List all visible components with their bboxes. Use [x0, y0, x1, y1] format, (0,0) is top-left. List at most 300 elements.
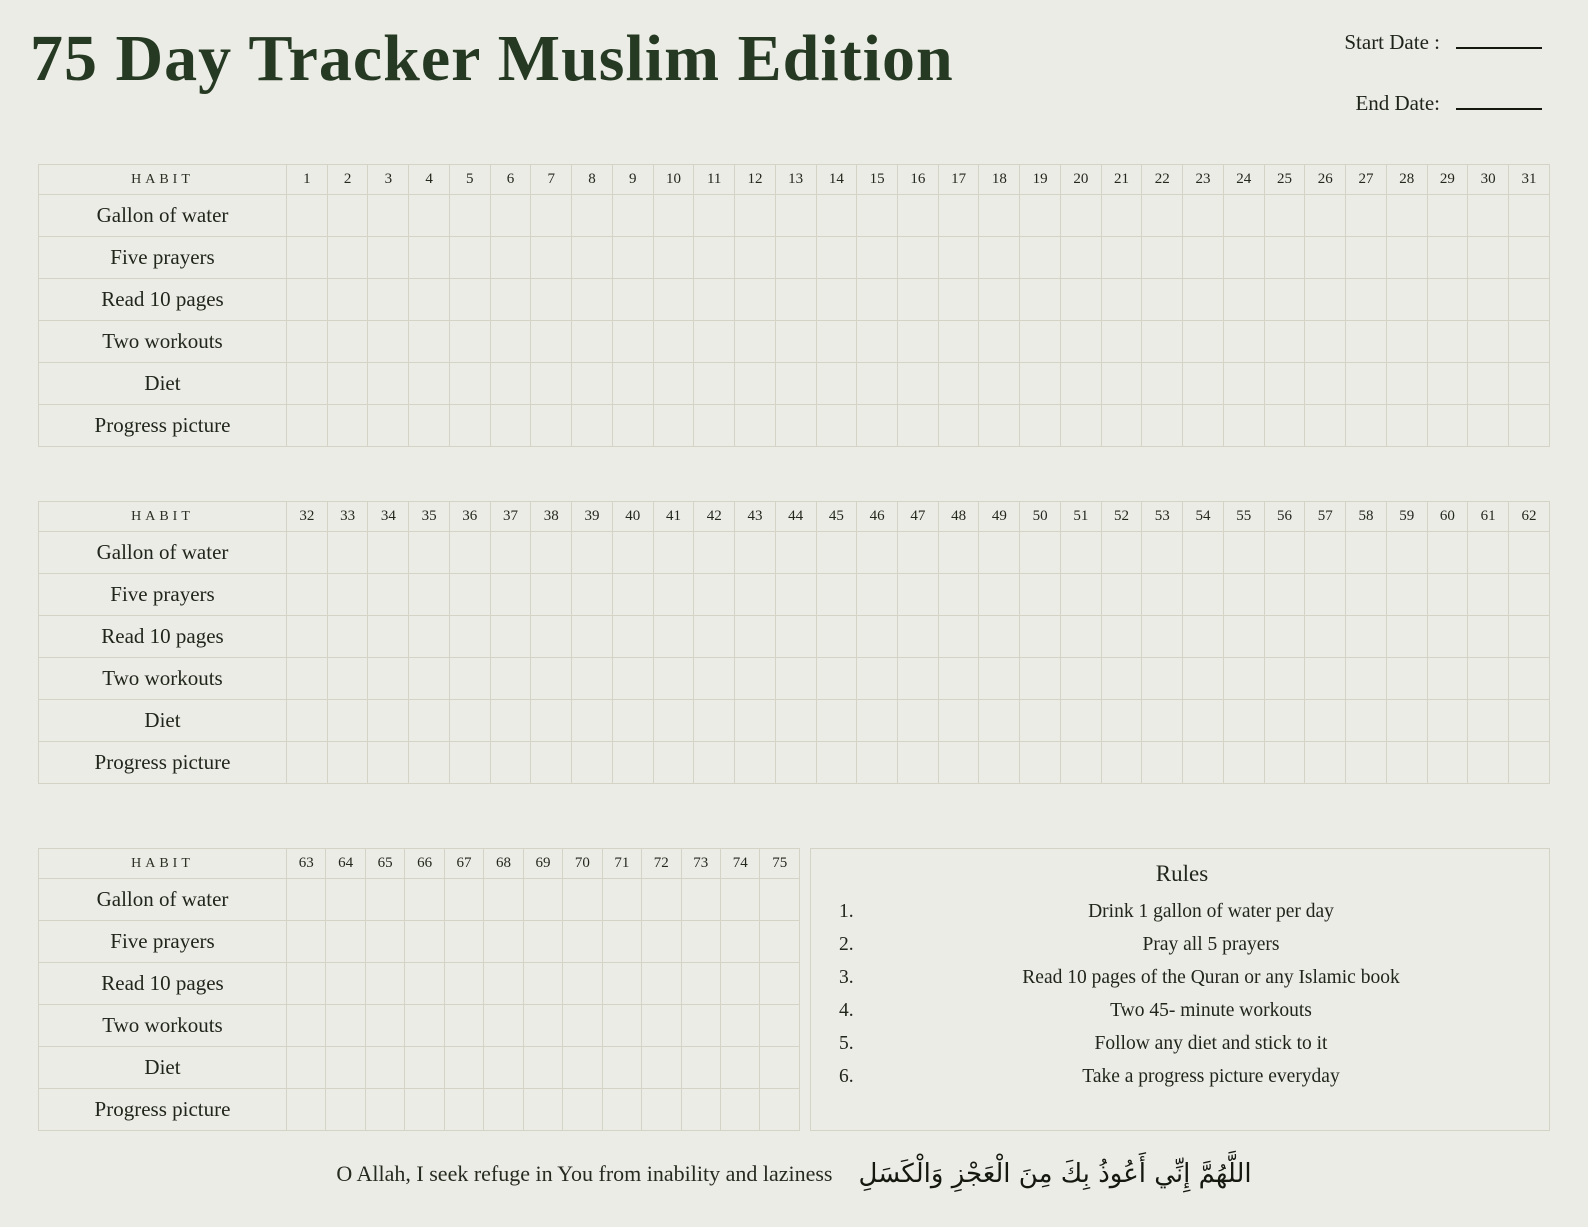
day-cell-29[interactable] — [1427, 195, 1468, 237]
day-cell-40[interactable] — [612, 700, 653, 742]
day-cell-55[interactable] — [1223, 616, 1264, 658]
day-cell-16[interactable] — [898, 321, 939, 363]
day-cell-47[interactable] — [898, 700, 939, 742]
day-cell-36[interactable] — [449, 532, 490, 574]
day-cell-61[interactable] — [1468, 616, 1509, 658]
day-cell-63[interactable] — [287, 879, 326, 921]
day-cell-53[interactable] — [1142, 574, 1183, 616]
day-cell-29[interactable] — [1427, 321, 1468, 363]
day-cell-38[interactable] — [531, 616, 572, 658]
day-cell-44[interactable] — [775, 574, 816, 616]
day-cell-36[interactable] — [449, 616, 490, 658]
day-cell-8[interactable] — [572, 321, 613, 363]
day-cell-8[interactable] — [572, 363, 613, 405]
day-cell-69[interactable] — [523, 879, 562, 921]
day-cell-56[interactable] — [1264, 742, 1305, 784]
day-cell-30[interactable] — [1468, 363, 1509, 405]
day-cell-49[interactable] — [979, 700, 1020, 742]
day-cell-28[interactable] — [1386, 237, 1427, 279]
day-cell-51[interactable] — [1060, 532, 1101, 574]
day-cell-59[interactable] — [1386, 574, 1427, 616]
day-cell-5[interactable] — [449, 237, 490, 279]
day-cell-17[interactable] — [938, 237, 979, 279]
day-cell-18[interactable] — [979, 279, 1020, 321]
day-cell-37[interactable] — [490, 532, 531, 574]
day-cell-60[interactable] — [1427, 616, 1468, 658]
day-cell-7[interactable] — [531, 279, 572, 321]
day-cell-63[interactable] — [287, 1089, 326, 1131]
day-cell-61[interactable] — [1468, 658, 1509, 700]
day-cell-75[interactable] — [760, 1089, 800, 1131]
day-cell-7[interactable] — [531, 321, 572, 363]
day-cell-8[interactable] — [572, 195, 613, 237]
day-cell-52[interactable] — [1101, 700, 1142, 742]
day-cell-48[interactable] — [938, 574, 979, 616]
day-cell-59[interactable] — [1386, 658, 1427, 700]
day-cell-28[interactable] — [1386, 279, 1427, 321]
day-cell-50[interactable] — [1020, 616, 1061, 658]
day-cell-7[interactable] — [531, 363, 572, 405]
day-cell-46[interactable] — [857, 742, 898, 784]
day-cell-52[interactable] — [1101, 658, 1142, 700]
day-cell-73[interactable] — [681, 879, 720, 921]
day-cell-60[interactable] — [1427, 700, 1468, 742]
day-cell-19[interactable] — [1020, 405, 1061, 447]
day-cell-2[interactable] — [327, 363, 368, 405]
day-cell-74[interactable] — [720, 1089, 759, 1131]
day-cell-12[interactable] — [735, 237, 776, 279]
day-cell-12[interactable] — [735, 279, 776, 321]
day-cell-51[interactable] — [1060, 616, 1101, 658]
day-cell-32[interactable] — [287, 532, 328, 574]
day-cell-29[interactable] — [1427, 237, 1468, 279]
day-cell-24[interactable] — [1223, 405, 1264, 447]
day-cell-12[interactable] — [735, 405, 776, 447]
day-cell-57[interactable] — [1305, 616, 1346, 658]
day-cell-3[interactable] — [368, 405, 409, 447]
day-cell-8[interactable] — [572, 279, 613, 321]
day-cell-6[interactable] — [490, 279, 531, 321]
day-cell-22[interactable] — [1142, 321, 1183, 363]
day-cell-30[interactable] — [1468, 279, 1509, 321]
day-cell-39[interactable] — [572, 532, 613, 574]
day-cell-21[interactable] — [1101, 195, 1142, 237]
day-cell-73[interactable] — [681, 1047, 720, 1089]
day-cell-28[interactable] — [1386, 321, 1427, 363]
day-cell-22[interactable] — [1142, 237, 1183, 279]
day-cell-31[interactable] — [1509, 405, 1550, 447]
day-cell-62[interactable] — [1509, 574, 1550, 616]
day-cell-16[interactable] — [898, 279, 939, 321]
day-cell-75[interactable] — [760, 963, 800, 1005]
day-cell-74[interactable] — [720, 963, 759, 1005]
day-cell-59[interactable] — [1386, 742, 1427, 784]
day-cell-62[interactable] — [1509, 532, 1550, 574]
day-cell-55[interactable] — [1223, 574, 1264, 616]
day-cell-45[interactable] — [816, 616, 857, 658]
day-cell-50[interactable] — [1020, 574, 1061, 616]
day-cell-32[interactable] — [287, 616, 328, 658]
day-cell-3[interactable] — [368, 195, 409, 237]
day-cell-15[interactable] — [857, 363, 898, 405]
day-cell-26[interactable] — [1305, 237, 1346, 279]
day-cell-42[interactable] — [694, 700, 735, 742]
day-cell-72[interactable] — [642, 921, 681, 963]
day-cell-50[interactable] — [1020, 700, 1061, 742]
day-cell-53[interactable] — [1142, 532, 1183, 574]
day-cell-55[interactable] — [1223, 700, 1264, 742]
day-cell-33[interactable] — [327, 742, 368, 784]
day-cell-32[interactable] — [287, 742, 328, 784]
day-cell-11[interactable] — [694, 363, 735, 405]
day-cell-22[interactable] — [1142, 279, 1183, 321]
day-cell-45[interactable] — [816, 658, 857, 700]
day-cell-54[interactable] — [1183, 574, 1224, 616]
day-cell-1[interactable] — [287, 321, 328, 363]
day-cell-10[interactable] — [653, 405, 694, 447]
day-cell-2[interactable] — [327, 279, 368, 321]
day-cell-65[interactable] — [365, 879, 404, 921]
day-cell-54[interactable] — [1183, 742, 1224, 784]
day-cell-6[interactable] — [490, 405, 531, 447]
day-cell-4[interactable] — [409, 195, 450, 237]
day-cell-43[interactable] — [735, 574, 776, 616]
day-cell-58[interactable] — [1346, 658, 1387, 700]
day-cell-61[interactable] — [1468, 574, 1509, 616]
day-cell-60[interactable] — [1427, 742, 1468, 784]
day-cell-19[interactable] — [1020, 363, 1061, 405]
day-cell-64[interactable] — [326, 879, 365, 921]
day-cell-26[interactable] — [1305, 321, 1346, 363]
day-cell-64[interactable] — [326, 1047, 365, 1089]
day-cell-44[interactable] — [775, 658, 816, 700]
day-cell-11[interactable] — [694, 279, 735, 321]
day-cell-44[interactable] — [775, 532, 816, 574]
day-cell-57[interactable] — [1305, 574, 1346, 616]
day-cell-21[interactable] — [1101, 405, 1142, 447]
day-cell-38[interactable] — [531, 658, 572, 700]
day-cell-30[interactable] — [1468, 237, 1509, 279]
day-cell-20[interactable] — [1060, 237, 1101, 279]
day-cell-57[interactable] — [1305, 658, 1346, 700]
day-cell-10[interactable] — [653, 279, 694, 321]
day-cell-54[interactable] — [1183, 658, 1224, 700]
day-cell-58[interactable] — [1346, 532, 1387, 574]
day-cell-36[interactable] — [449, 742, 490, 784]
day-cell-62[interactable] — [1509, 616, 1550, 658]
day-cell-56[interactable] — [1264, 574, 1305, 616]
day-cell-33[interactable] — [327, 532, 368, 574]
day-cell-44[interactable] — [775, 742, 816, 784]
day-cell-58[interactable] — [1346, 574, 1387, 616]
day-cell-41[interactable] — [653, 616, 694, 658]
day-cell-42[interactable] — [694, 532, 735, 574]
day-cell-47[interactable] — [898, 574, 939, 616]
day-cell-29[interactable] — [1427, 405, 1468, 447]
day-cell-51[interactable] — [1060, 700, 1101, 742]
day-cell-60[interactable] — [1427, 574, 1468, 616]
day-cell-69[interactable] — [523, 963, 562, 1005]
day-cell-23[interactable] — [1183, 363, 1224, 405]
day-cell-50[interactable] — [1020, 658, 1061, 700]
day-cell-19[interactable] — [1020, 279, 1061, 321]
day-cell-45[interactable] — [816, 574, 857, 616]
day-cell-13[interactable] — [775, 279, 816, 321]
day-cell-49[interactable] — [979, 742, 1020, 784]
day-cell-49[interactable] — [979, 658, 1020, 700]
day-cell-22[interactable] — [1142, 195, 1183, 237]
day-cell-71[interactable] — [602, 963, 641, 1005]
day-cell-13[interactable] — [775, 195, 816, 237]
day-cell-37[interactable] — [490, 700, 531, 742]
day-cell-7[interactable] — [531, 405, 572, 447]
day-cell-32[interactable] — [287, 700, 328, 742]
day-cell-72[interactable] — [642, 879, 681, 921]
day-cell-72[interactable] — [642, 1047, 681, 1089]
day-cell-2[interactable] — [327, 405, 368, 447]
day-cell-41[interactable] — [653, 700, 694, 742]
day-cell-5[interactable] — [449, 363, 490, 405]
day-cell-16[interactable] — [898, 195, 939, 237]
day-cell-35[interactable] — [409, 532, 450, 574]
day-cell-19[interactable] — [1020, 195, 1061, 237]
day-cell-67[interactable] — [444, 1089, 483, 1131]
day-cell-66[interactable] — [405, 963, 444, 1005]
day-cell-18[interactable] — [979, 237, 1020, 279]
day-cell-66[interactable] — [405, 1047, 444, 1089]
day-cell-37[interactable] — [490, 616, 531, 658]
day-cell-9[interactable] — [612, 363, 653, 405]
day-cell-49[interactable] — [979, 532, 1020, 574]
day-cell-70[interactable] — [563, 921, 602, 963]
day-cell-3[interactable] — [368, 321, 409, 363]
day-cell-46[interactable] — [857, 574, 898, 616]
day-cell-33[interactable] — [327, 574, 368, 616]
day-cell-22[interactable] — [1142, 363, 1183, 405]
day-cell-16[interactable] — [898, 405, 939, 447]
day-cell-42[interactable] — [694, 742, 735, 784]
day-cell-18[interactable] — [979, 363, 1020, 405]
day-cell-17[interactable] — [938, 405, 979, 447]
day-cell-58[interactable] — [1346, 700, 1387, 742]
day-cell-9[interactable] — [612, 405, 653, 447]
day-cell-6[interactable] — [490, 195, 531, 237]
day-cell-72[interactable] — [642, 1089, 681, 1131]
day-cell-9[interactable] — [612, 321, 653, 363]
day-cell-9[interactable] — [612, 237, 653, 279]
day-cell-35[interactable] — [409, 700, 450, 742]
day-cell-67[interactable] — [444, 1047, 483, 1089]
day-cell-68[interactable] — [484, 921, 523, 963]
day-cell-67[interactable] — [444, 879, 483, 921]
day-cell-62[interactable] — [1509, 742, 1550, 784]
day-cell-33[interactable] — [327, 658, 368, 700]
day-cell-69[interactable] — [523, 1089, 562, 1131]
day-cell-3[interactable] — [368, 237, 409, 279]
day-cell-15[interactable] — [857, 405, 898, 447]
day-cell-40[interactable] — [612, 742, 653, 784]
day-cell-64[interactable] — [326, 963, 365, 1005]
day-cell-11[interactable] — [694, 321, 735, 363]
day-cell-38[interactable] — [531, 742, 572, 784]
day-cell-1[interactable] — [287, 237, 328, 279]
day-cell-5[interactable] — [449, 279, 490, 321]
day-cell-6[interactable] — [490, 363, 531, 405]
day-cell-13[interactable] — [775, 405, 816, 447]
day-cell-51[interactable] — [1060, 742, 1101, 784]
day-cell-44[interactable] — [775, 616, 816, 658]
day-cell-17[interactable] — [938, 195, 979, 237]
day-cell-46[interactable] — [857, 658, 898, 700]
day-cell-18[interactable] — [979, 405, 1020, 447]
day-cell-4[interactable] — [409, 405, 450, 447]
day-cell-40[interactable] — [612, 658, 653, 700]
start-date-input[interactable] — [1456, 31, 1542, 49]
day-cell-73[interactable] — [681, 963, 720, 1005]
day-cell-56[interactable] — [1264, 658, 1305, 700]
day-cell-70[interactable] — [563, 879, 602, 921]
day-cell-11[interactable] — [694, 405, 735, 447]
day-cell-48[interactable] — [938, 532, 979, 574]
day-cell-58[interactable] — [1346, 742, 1387, 784]
day-cell-4[interactable] — [409, 363, 450, 405]
day-cell-63[interactable] — [287, 1047, 326, 1089]
day-cell-63[interactable] — [287, 921, 326, 963]
day-cell-17[interactable] — [938, 279, 979, 321]
day-cell-33[interactable] — [327, 700, 368, 742]
day-cell-59[interactable] — [1386, 616, 1427, 658]
day-cell-11[interactable] — [694, 237, 735, 279]
day-cell-60[interactable] — [1427, 658, 1468, 700]
day-cell-41[interactable] — [653, 742, 694, 784]
day-cell-31[interactable] — [1509, 279, 1550, 321]
day-cell-66[interactable] — [405, 879, 444, 921]
day-cell-71[interactable] — [602, 1005, 641, 1047]
day-cell-44[interactable] — [775, 700, 816, 742]
day-cell-53[interactable] — [1142, 742, 1183, 784]
day-cell-34[interactable] — [368, 616, 409, 658]
day-cell-54[interactable] — [1183, 700, 1224, 742]
day-cell-39[interactable] — [572, 616, 613, 658]
day-cell-21[interactable] — [1101, 237, 1142, 279]
day-cell-28[interactable] — [1386, 363, 1427, 405]
day-cell-65[interactable] — [365, 921, 404, 963]
day-cell-57[interactable] — [1305, 700, 1346, 742]
day-cell-18[interactable] — [979, 195, 1020, 237]
end-date-input[interactable] — [1456, 92, 1542, 110]
day-cell-31[interactable] — [1509, 237, 1550, 279]
day-cell-49[interactable] — [979, 574, 1020, 616]
day-cell-58[interactable] — [1346, 616, 1387, 658]
day-cell-26[interactable] — [1305, 405, 1346, 447]
day-cell-40[interactable] — [612, 616, 653, 658]
day-cell-26[interactable] — [1305, 363, 1346, 405]
day-cell-57[interactable] — [1305, 532, 1346, 574]
day-cell-14[interactable] — [816, 279, 857, 321]
day-cell-68[interactable] — [484, 1047, 523, 1089]
day-cell-75[interactable] — [760, 879, 800, 921]
day-cell-55[interactable] — [1223, 742, 1264, 784]
day-cell-17[interactable] — [938, 363, 979, 405]
day-cell-55[interactable] — [1223, 532, 1264, 574]
day-cell-42[interactable] — [694, 658, 735, 700]
day-cell-12[interactable] — [735, 195, 776, 237]
day-cell-68[interactable] — [484, 1089, 523, 1131]
day-cell-25[interactable] — [1264, 405, 1305, 447]
day-cell-12[interactable] — [735, 363, 776, 405]
day-cell-27[interactable] — [1346, 363, 1387, 405]
day-cell-68[interactable] — [484, 963, 523, 1005]
day-cell-62[interactable] — [1509, 700, 1550, 742]
day-cell-27[interactable] — [1346, 321, 1387, 363]
day-cell-11[interactable] — [694, 195, 735, 237]
day-cell-9[interactable] — [612, 279, 653, 321]
day-cell-50[interactable] — [1020, 532, 1061, 574]
day-cell-20[interactable] — [1060, 363, 1101, 405]
day-cell-27[interactable] — [1346, 195, 1387, 237]
day-cell-52[interactable] — [1101, 742, 1142, 784]
day-cell-71[interactable] — [602, 921, 641, 963]
day-cell-39[interactable] — [572, 742, 613, 784]
day-cell-25[interactable] — [1264, 279, 1305, 321]
day-cell-68[interactable] — [484, 1005, 523, 1047]
day-cell-61[interactable] — [1468, 532, 1509, 574]
day-cell-35[interactable] — [409, 658, 450, 700]
day-cell-69[interactable] — [523, 921, 562, 963]
day-cell-20[interactable] — [1060, 405, 1101, 447]
day-cell-61[interactable] — [1468, 742, 1509, 784]
day-cell-36[interactable] — [449, 700, 490, 742]
day-cell-14[interactable] — [816, 195, 857, 237]
day-cell-27[interactable] — [1346, 279, 1387, 321]
day-cell-47[interactable] — [898, 532, 939, 574]
day-cell-32[interactable] — [287, 574, 328, 616]
day-cell-14[interactable] — [816, 363, 857, 405]
day-cell-70[interactable] — [563, 963, 602, 1005]
day-cell-24[interactable] — [1223, 363, 1264, 405]
day-cell-39[interactable] — [572, 574, 613, 616]
day-cell-10[interactable] — [653, 237, 694, 279]
day-cell-70[interactable] — [563, 1005, 602, 1047]
day-cell-48[interactable] — [938, 658, 979, 700]
day-cell-24[interactable] — [1223, 321, 1264, 363]
day-cell-70[interactable] — [563, 1089, 602, 1131]
day-cell-1[interactable] — [287, 363, 328, 405]
day-cell-14[interactable] — [816, 405, 857, 447]
day-cell-69[interactable] — [523, 1005, 562, 1047]
day-cell-45[interactable] — [816, 742, 857, 784]
day-cell-1[interactable] — [287, 405, 328, 447]
day-cell-66[interactable] — [405, 1089, 444, 1131]
day-cell-73[interactable] — [681, 1005, 720, 1047]
day-cell-4[interactable] — [409, 321, 450, 363]
day-cell-72[interactable] — [642, 1005, 681, 1047]
day-cell-27[interactable] — [1346, 405, 1387, 447]
day-cell-16[interactable] — [898, 363, 939, 405]
day-cell-61[interactable] — [1468, 700, 1509, 742]
day-cell-5[interactable] — [449, 405, 490, 447]
day-cell-37[interactable] — [490, 658, 531, 700]
day-cell-10[interactable] — [653, 195, 694, 237]
day-cell-13[interactable] — [775, 321, 816, 363]
day-cell-29[interactable] — [1427, 363, 1468, 405]
day-cell-4[interactable] — [409, 279, 450, 321]
day-cell-28[interactable] — [1386, 195, 1427, 237]
day-cell-38[interactable] — [531, 700, 572, 742]
day-cell-30[interactable] — [1468, 195, 1509, 237]
day-cell-20[interactable] — [1060, 279, 1101, 321]
day-cell-14[interactable] — [816, 321, 857, 363]
